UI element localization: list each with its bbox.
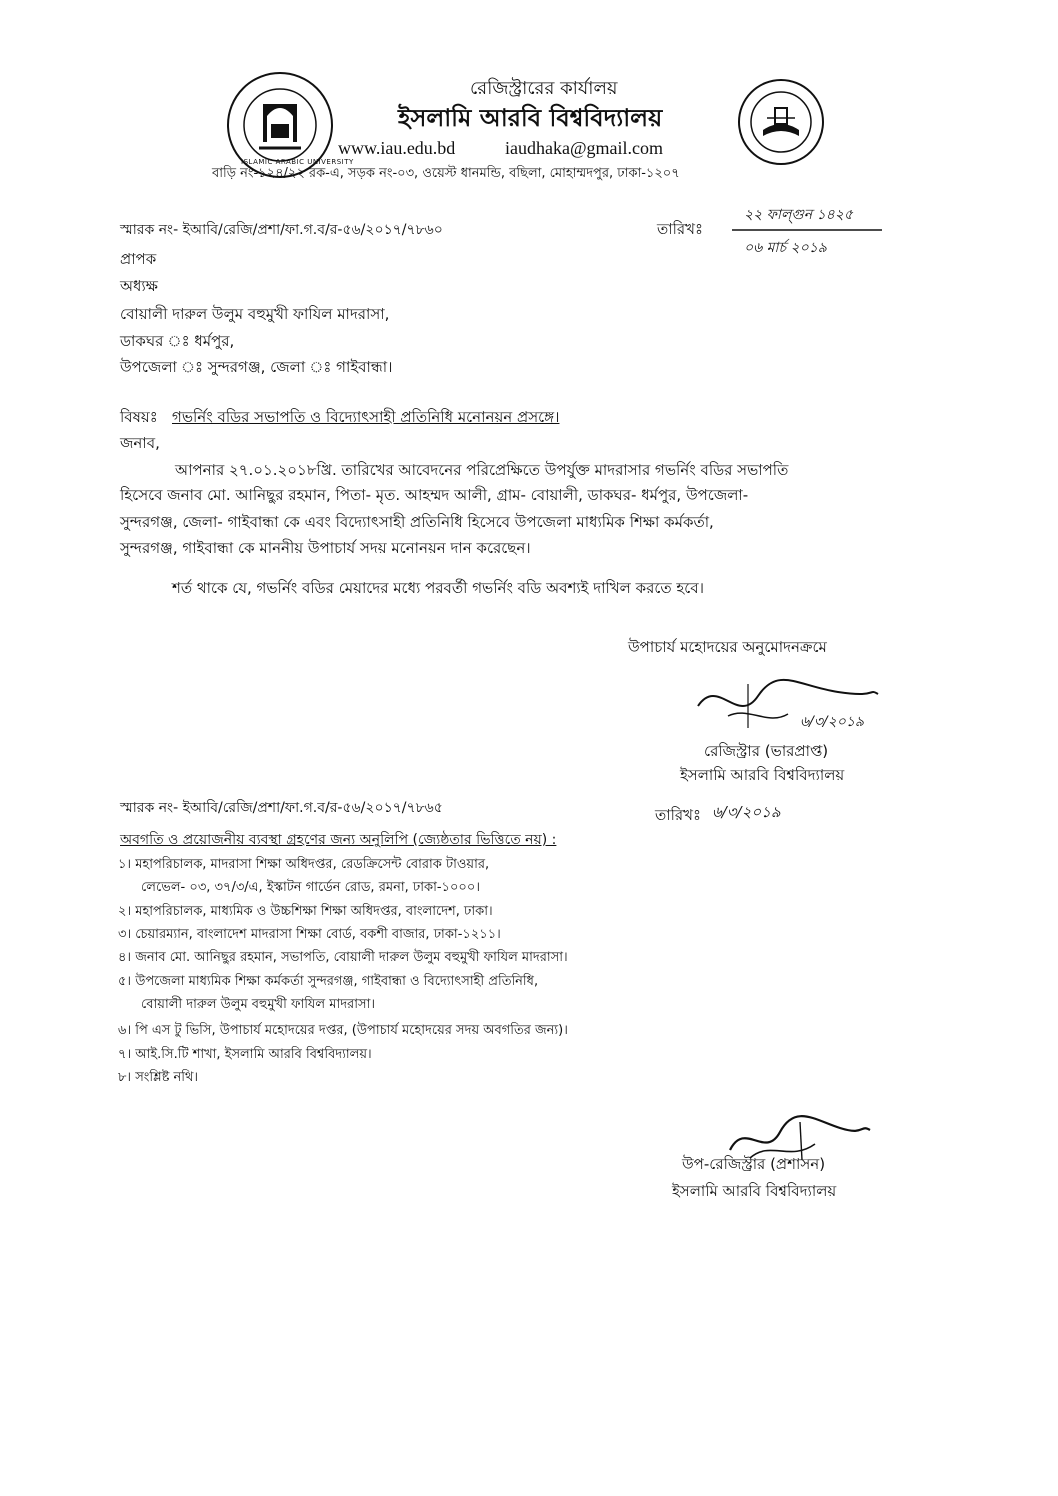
- copy-item: বোয়ালী দারুল উলুম বহুমুখী ফাযিল মাদরাসা।: [141, 997, 375, 1012]
- date-2: ৬/৩/২০১৯: [712, 803, 781, 821]
- recipient-post: ডাকঘর ঃ ধর্মপুর,: [120, 332, 235, 350]
- signatory-1-org: ইসলামি আরবি বিশ্ববিদ্যালয়: [680, 766, 845, 784]
- date-label-2: তারিখঃ: [655, 806, 701, 824]
- memo-ref-1: স্মারক নং- ইআবি/রেজি/প্রশা/ফা.গ.ব/র-৫৬/২০১৭/৭৮৬০: [120, 222, 443, 238]
- university-name: ইসলামি আরবি বিশ্ববিদ্যালয়: [398, 104, 663, 132]
- copy-item: ১। মহাপরিচালক, মাদরাসা শিক্ষা অধিদপ্তর, রেডক্রিসেন্ট বোরাক টাওয়ার,: [118, 857, 490, 872]
- copy-item: ৭। আই.সি.টি শাখা, ইসলামি আরবি বিশ্ববিদ্যালয়।: [118, 1047, 372, 1062]
- email-link[interactable]: iaudhaka@gmail.com: [505, 138, 664, 158]
- body-line: আপনার ২৭.০১.২০১৮খ্রি. তারিখের আবেদনের পরিপ্রেক্ষিতে উপর্যুক্ত মাদরাসার গভর্নিং বডির সভাপতি: [175, 461, 789, 479]
- signatory-1-title: রেজিস্ট্রার (ভারপ্রাপ্ত): [704, 742, 829, 760]
- memo-ref-2: স্মারক নং- ইআবি/রেজি/প্রশা/ফা.গ.ব/র-৫৬/২০১৭/৭৮৬৫: [120, 800, 443, 816]
- address-line: বাড়ি নং-১২৪/২২ রক-এ, সড়ক নং-০৩, ওয়েস্ট ধানমন্ডি, বছিলা, মোহাম্মদপুর, ঢাকা-১২০৭: [212, 166, 680, 181]
- copy-item: ২। মহাপরিচালক, মাধ্যমিক ও উচ্চশিক্ষা শিক্ষা অধিদপ্তর, বাংলাদেশ, ঢাকা।: [118, 904, 493, 919]
- recipient-upazila: উপজেলা ঃ সুন্দরগঞ্জ, জেলা ঃ গাইবান্ধা।: [120, 358, 393, 376]
- office-name: রেজিস্ট্রারের কার্যালয়: [470, 78, 618, 99]
- copy-item: ৩। চেয়ারম্যান, বাংলাদেশ মাদরাসা শিক্ষা বোর্ড, বকশী বাজার, ঢাকা-১২১১।: [118, 927, 501, 942]
- date-english-1: ০৬ মার্চ ২০১৯: [744, 240, 827, 256]
- approval-text: উপাচার্য মহোদয়ের অনুমোদনক্রমে: [628, 638, 827, 656]
- copy-item: ৫। উপজেলা মাধ্যমিক শিক্ষা কর্মকর্তা সুন্দরগঞ্জ, গাইবান্ধা ও বিদ্যোৎসাহী প্রতিনিধি,: [118, 974, 539, 989]
- copy-item: ৪। জনাব মো. আনিছুর রহমান, সভাপতি, বোয়ালী দারুল উলুম বহুমুখী ফাযিল মাদরাসা।: [118, 950, 568, 965]
- signatory-2-org: ইসলামি আরবি বিশ্ববিদ্যালয়: [672, 1182, 837, 1200]
- body-line: সুন্দরগঞ্জ, গাইবান্ধা কে মাননীয় উপাচার্য সদয় মনোনয়ন দান করেছেন।: [120, 539, 531, 557]
- copy-item: লেভেল- ০৩, ৩৭/৩/এ, ইস্কাটন গার্ডেন রোড, রমনা, ঢাকা-১০০০।: [141, 880, 480, 895]
- date-separator-line: [732, 228, 882, 232]
- body-line: সুন্দরগঞ্জ, জেলা- গাইবান্ধা কে এবং বিদ্যোৎসাহী প্রতিনিধি হিসেবে উপজেলা মাধ্যমিক শিক্ষা কর্মকর্তা,: [120, 513, 714, 531]
- date-bengali-1: ২২ ফাল্গুন ১৪২৫: [744, 207, 853, 223]
- copy-heading: অবগতি ও প্রয়োজনীয় ব্যবস্থা গ্রহণের জন্য অনুলিপি (জ্যেষ্ঠতার ভিত্তিতে নয়) :: [120, 832, 557, 848]
- recipient-label: প্রাপক: [120, 250, 157, 268]
- signature-date-1: ৬/৩/২০১৯: [800, 714, 865, 730]
- seal-logo: [737, 78, 825, 166]
- body-line: হিসেবে জনাব মো. আনিছুর রহমান, পিতা- মৃত. আহম্মদ আলী, গ্রাম- বোয়ালী, ডাকঘর- ধর্মপুর, উপজেলা-: [120, 486, 749, 504]
- website-link[interactable]: www.iau.edu.bd: [338, 138, 456, 158]
- logo-caption: ISLAMIC ARABIC UNIVERSITY: [241, 158, 354, 166]
- copy-item: ৮। সংশ্লিষ্ট নথি।: [118, 1070, 199, 1085]
- recipient-institution: বোয়ালী দারুল উলুম বহুমুখী ফাযিল মাদরাসা,: [120, 305, 390, 323]
- recipient-title: অধ্যক্ষ: [120, 277, 158, 295]
- signatory-2-title: উপ-রেজিস্ট্রার (প্রশাসন): [682, 1155, 826, 1173]
- date-label-1: তারিখঃ: [657, 220, 703, 238]
- salutation: জনাব,: [120, 434, 160, 452]
- copy-item: ৬। পি এস টু ভিসি, উপাচার্য মহোদয়ের দপ্তর, (উপাচার্য মহোদয়ের সদয় অবগতির জন্য)।: [118, 1023, 568, 1038]
- body-condition: শর্ত থাকে যে, গভর্নিং বডির মেয়াদের মধ্যে পরবর্তী গভর্নিং বডি অবশ্যই দাখিল করতে হবে।: [172, 579, 704, 597]
- subject-label: বিষয়ঃ: [120, 408, 158, 426]
- subject-text: গভর্নিং বডির সভাপতি ও বিদ্যোৎসাহী প্রতিনিধি মনোনয়ন প্রসঙ্গে।: [172, 408, 560, 426]
